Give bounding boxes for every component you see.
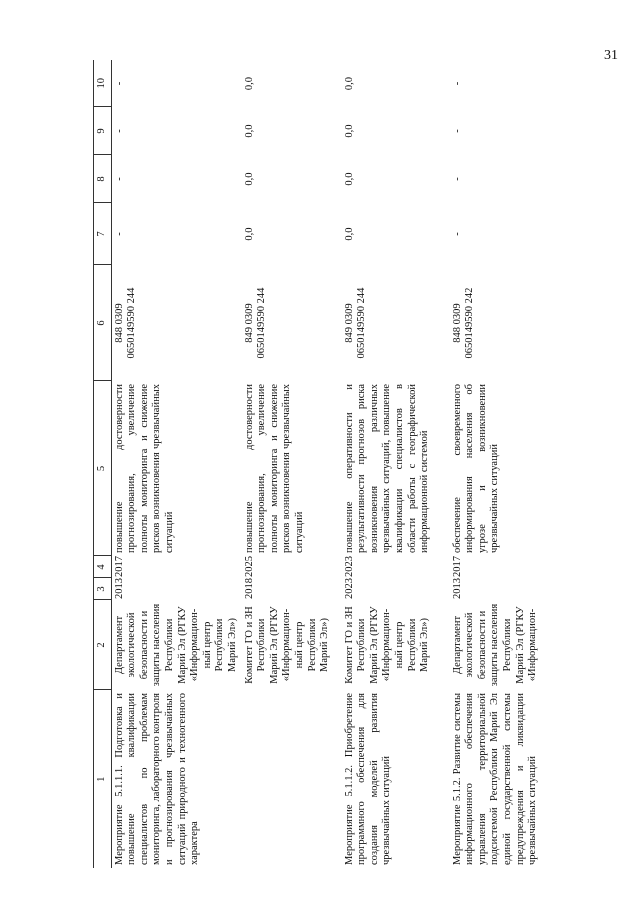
event-cell: Мероприятие 5.1.1.2. Приобретение программного обеспечения для создания моделей развития чрезвычайных ситуаций (343, 693, 393, 865)
executor-cell: Комитет ГО и ЗН Республики Марий Эл (РГКУ «Информацион-ный центр Республики Марий Эл») (343, 606, 431, 684)
event-cell (242, 690, 342, 868)
executor-cell: Департамент экологической безопасности и защиты населения Республики Марий Эл (РГКУ «Информацион-ный центр Республики Марий Эл») (113, 603, 238, 687)
value-cell: - (113, 232, 125, 236)
value-cell: - (113, 177, 125, 181)
value-cell: - (451, 129, 463, 133)
column-header: 10 (94, 60, 112, 107)
table-row (242, 60, 342, 868)
end-year-cell: 2025 (243, 556, 255, 577)
table-row (450, 60, 550, 868)
column-header: 9 (94, 107, 112, 155)
column-header: 1 (94, 690, 112, 868)
start-year-cell: 2013 (451, 578, 463, 599)
table-row (342, 60, 450, 868)
start-year-cell: 2018 (243, 578, 255, 599)
column-header: 2 (94, 600, 112, 690)
value-cell: 0,0 (343, 172, 355, 186)
rotated-table-container (93, 60, 539, 868)
value-cell: 0,0 (243, 76, 255, 91)
page-number: 31 (604, 48, 618, 63)
start-year-cell: 2023 (343, 578, 355, 599)
budget-code-cell: 848 0309 0650149590 244 (113, 287, 138, 359)
events-table (93, 60, 550, 868)
event-cell: Мероприятие 5.1.2. Развитие системы информационного обеспечения управления территориальной подсистемой Республики Марий Эл единой государственной системы предупреждения и ликвидации чрезвычайных ситуаций (451, 693, 539, 865)
column-header: 5 (94, 381, 112, 556)
budget-code-cell: 848 0309 0650149590 242 (451, 287, 476, 359)
value-cell: - (113, 81, 125, 86)
column-header: 8 (94, 155, 112, 203)
column-header: 3 (94, 578, 112, 600)
value-cell: - (451, 177, 463, 181)
value-cell: - (451, 232, 463, 236)
value-cell: 0,0 (243, 124, 255, 138)
end-year-cell: 2023 (343, 556, 355, 577)
column-header: 4 (94, 556, 112, 578)
executor-cell: Комитет ГО и ЗН Республики Марий Эл (РГКУ «Информацион-ный центр Республики Марий Эл») (243, 606, 331, 684)
value-cell: - (451, 81, 463, 86)
result-cell: обеспечение своевременного информирования населения об угрозе и возникновении чрезвычайных ситуаций (451, 384, 501, 553)
end-year-cell: 2017 (451, 556, 463, 577)
column-header: 6 (94, 265, 112, 381)
column-header: 7 (94, 203, 112, 265)
result-cell: повышение достоверности прогнозирования, увеличение полноты мониторинга и снижение рисков возникновения чрезвычайных ситуаций (113, 384, 175, 553)
value-cell: 0,0 (343, 76, 355, 91)
value-cell: - (113, 129, 125, 133)
header-row (94, 60, 112, 868)
result-cell: повышение достоверности прогнозирования, увеличение полноты мониторинга и снижение рисков возникновения чрезвычайных ситуаций (243, 384, 305, 553)
budget-code-cell: 849 0309 0650149590 244 (243, 287, 268, 359)
value-cell: 0,0 (243, 172, 255, 186)
result-cell: повышение оперативности и результативности прогнозов риска возникновения различных чрезвычайных ситуаций, повышение квалификации специалистов в области работы с географической информационной системой (343, 384, 431, 553)
start-year-cell: 2013 (113, 578, 125, 599)
executor-cell: Департамент экологической безопасности и защиты населения Республики Марий Эл (РГКУ «Информацион- (451, 603, 539, 687)
value-cell: 0,0 (243, 227, 255, 241)
value-cell: 0,0 (343, 227, 355, 241)
value-cell: 0,0 (343, 124, 355, 138)
table-row (111, 60, 241, 868)
event-cell: Мероприятие 5.1.1.1. Подготовка и повышение квалификации специалистов по проблемам мониторинга, лабораторного контроля и прогнозирования чрезвычайных ситуаций природного и техногенного характера (113, 693, 201, 865)
end-year-cell: 2017 (113, 556, 125, 577)
budget-code-cell: 849 0309 0650149590 244 (343, 287, 368, 359)
